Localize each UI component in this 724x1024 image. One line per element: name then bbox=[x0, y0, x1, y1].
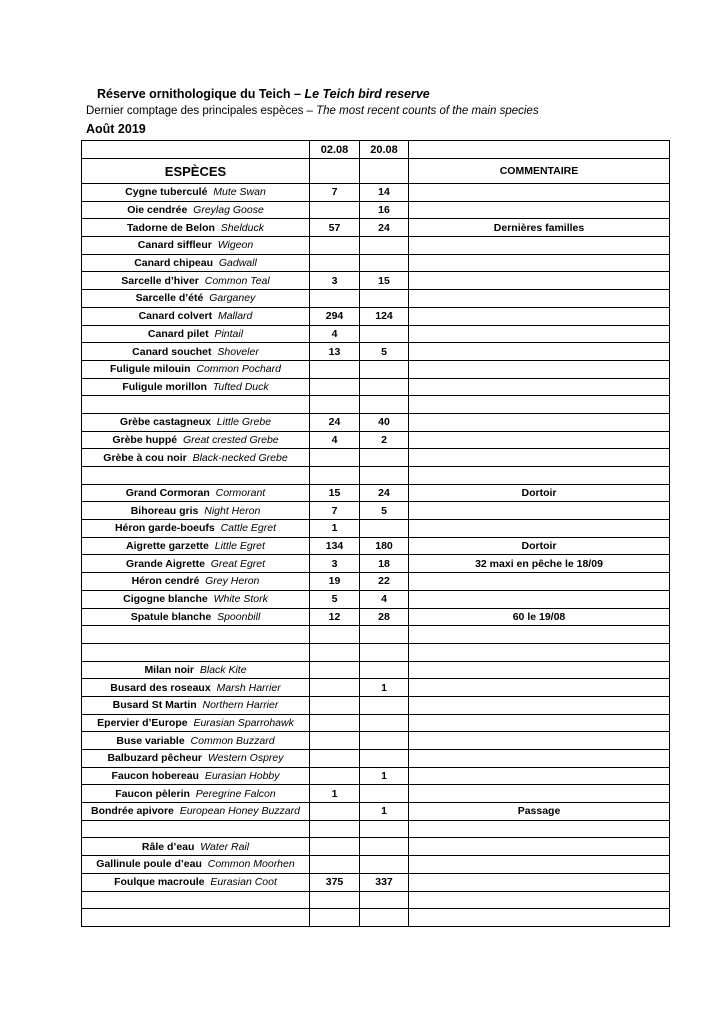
count-cell-date-2 bbox=[360, 785, 409, 803]
species-french-name: Oie cendrée bbox=[127, 204, 188, 217]
comment-cell bbox=[409, 184, 670, 202]
species-english-name: Tufted Duck bbox=[212, 380, 269, 393]
count-cell-date-2 bbox=[360, 254, 409, 272]
count-cell-date-2 bbox=[360, 696, 409, 714]
comment-cell bbox=[409, 325, 670, 343]
count-cell-date-2 bbox=[360, 714, 409, 732]
species-french-name: Fuligule milouin bbox=[110, 363, 191, 376]
species-cell bbox=[82, 679, 310, 697]
page-subtitle bbox=[86, 105, 539, 117]
species-cell bbox=[82, 272, 310, 290]
species-french-name: Cygne tuberculé bbox=[125, 186, 208, 199]
species-english-name: Cormorant bbox=[215, 487, 266, 500]
species-cell bbox=[82, 873, 310, 891]
species-english-name: Black-necked Grebe bbox=[192, 451, 288, 464]
species-english-name: Pintail bbox=[214, 327, 244, 340]
count-cell-date-1: 57 bbox=[310, 219, 360, 237]
species-french-name: Grand Cormoran bbox=[125, 487, 210, 500]
species-french-name: Epervier d’Europe bbox=[97, 716, 188, 729]
species-english-name: Garganey bbox=[209, 292, 256, 305]
subtitle-french: Dernier comptage des principales espèces – bbox=[86, 105, 317, 117]
table-body bbox=[82, 141, 670, 927]
species-cell bbox=[82, 626, 310, 644]
count-cell-date-2 bbox=[360, 378, 409, 396]
species-cell bbox=[82, 590, 310, 608]
species-cell bbox=[82, 201, 310, 219]
table-row bbox=[82, 590, 670, 608]
comment-cell bbox=[409, 237, 670, 255]
species-english-name: Night Heron bbox=[204, 504, 261, 517]
count-cell-date-2 bbox=[360, 360, 409, 378]
species-french-name: Grèbe à cou noir bbox=[103, 451, 187, 464]
species-cell bbox=[82, 856, 310, 874]
count-cell-date-2 bbox=[360, 237, 409, 255]
comment-cell bbox=[409, 396, 670, 414]
table-row bbox=[82, 909, 670, 927]
table-row bbox=[82, 785, 670, 803]
comment-cell bbox=[409, 838, 670, 856]
count-cell-date-1 bbox=[310, 714, 360, 732]
species-french-name: Canard pilet bbox=[147, 327, 209, 340]
title-french: Réserve ornithologique du Teich – bbox=[97, 87, 305, 101]
count-cell-date-1: 7 bbox=[310, 184, 360, 202]
table-row bbox=[82, 750, 670, 768]
count-cell-date-1 bbox=[310, 838, 360, 856]
comment-cell: Passage bbox=[409, 803, 670, 821]
table-row bbox=[82, 272, 670, 290]
count-cell-date-1 bbox=[310, 254, 360, 272]
count-cell-date-2 bbox=[360, 520, 409, 538]
comment-cell bbox=[409, 643, 670, 661]
count-cell-date-2: 124 bbox=[360, 307, 409, 325]
comment-cell bbox=[409, 343, 670, 361]
species-french-name: Spatule blanche bbox=[130, 610, 212, 623]
species-cell bbox=[82, 785, 310, 803]
count-cell-date-1 bbox=[310, 767, 360, 785]
comment-cell bbox=[409, 590, 670, 608]
count-cell-date-2 bbox=[360, 396, 409, 414]
comment-cell bbox=[409, 873, 670, 891]
count-cell-date-2: 4 bbox=[360, 590, 409, 608]
species-english-name: Common Pochard bbox=[196, 363, 281, 376]
species-cell bbox=[82, 396, 310, 414]
table-row bbox=[82, 714, 670, 732]
count-cell-date-2: 2 bbox=[360, 431, 409, 449]
species-english-name: Mallard bbox=[217, 310, 253, 323]
species-english-name: Western Osprey bbox=[207, 752, 284, 765]
date-header-2: 20.08 bbox=[360, 141, 409, 159]
table-row bbox=[82, 254, 670, 272]
species-english-name: Great crested Grebe bbox=[182, 433, 279, 446]
count-cell-date-1 bbox=[310, 891, 360, 909]
species-english-name: Greylag Goose bbox=[193, 204, 264, 217]
count-cell-date-1: 5 bbox=[310, 590, 360, 608]
species-french-name: Héron cendré bbox=[131, 575, 200, 588]
count-cell-date-2 bbox=[360, 732, 409, 750]
species-cell bbox=[82, 555, 310, 573]
species-english-name: Common Buzzard bbox=[190, 734, 275, 747]
header-empty-cell bbox=[409, 141, 670, 159]
species-english-name: Eurasian Coot bbox=[210, 876, 277, 889]
species-english-name: Mute Swan bbox=[213, 186, 266, 199]
species-cell bbox=[82, 696, 310, 714]
count-cell-date-2: 24 bbox=[360, 219, 409, 237]
species-cell bbox=[82, 891, 310, 909]
table-row bbox=[82, 856, 670, 874]
count-cell-date-1: 4 bbox=[310, 431, 360, 449]
table-row bbox=[82, 219, 670, 237]
table-row bbox=[82, 891, 670, 909]
species-cell bbox=[82, 767, 310, 785]
species-cell bbox=[82, 484, 310, 502]
title-english: Le Teich bird reserve bbox=[304, 87, 430, 101]
comment-cell bbox=[409, 378, 670, 396]
count-cell-date-2: 18 bbox=[360, 555, 409, 573]
comment-cell bbox=[409, 785, 670, 803]
count-cell-date-1 bbox=[310, 696, 360, 714]
page-title bbox=[97, 87, 430, 101]
comment-cell bbox=[409, 201, 670, 219]
count-cell-date-1 bbox=[310, 856, 360, 874]
comment-cell bbox=[409, 750, 670, 768]
comment-cell bbox=[409, 449, 670, 467]
count-cell-date-2: 15 bbox=[360, 272, 409, 290]
comment-cell bbox=[409, 714, 670, 732]
species-french-name: Balbuzard pêcheur bbox=[107, 752, 202, 765]
count-cell-date-1: 4 bbox=[310, 325, 360, 343]
table-row bbox=[82, 290, 670, 308]
species-cell bbox=[82, 343, 310, 361]
species-cell bbox=[82, 467, 310, 485]
count-cell-date-2 bbox=[360, 290, 409, 308]
count-cell-date-2: 14 bbox=[360, 184, 409, 202]
count-cell-date-2 bbox=[360, 909, 409, 927]
species-cell bbox=[82, 820, 310, 838]
species-cell bbox=[82, 732, 310, 750]
species-french-name: Faucon hobereau bbox=[111, 770, 199, 783]
species-cell bbox=[82, 237, 310, 255]
species-english-name: European Honey Buzzard bbox=[179, 805, 300, 818]
species-french-name: Grèbe huppé bbox=[112, 433, 178, 446]
count-cell-date-1 bbox=[310, 290, 360, 308]
species-french-name: Aigrette garzette bbox=[126, 540, 209, 553]
table-row bbox=[82, 201, 670, 219]
count-cell-date-2 bbox=[360, 449, 409, 467]
comment-cell bbox=[409, 909, 670, 927]
comment-cell bbox=[409, 626, 670, 644]
table-row bbox=[82, 820, 670, 838]
date-header-row bbox=[82, 141, 670, 159]
count-cell-date-1: 375 bbox=[310, 873, 360, 891]
count-cell-date-1: 7 bbox=[310, 502, 360, 520]
species-french-name: Tadorne de Belon bbox=[127, 221, 215, 234]
table-row bbox=[82, 643, 670, 661]
species-cell bbox=[82, 184, 310, 202]
species-french-name: Grande Aigrette bbox=[125, 557, 205, 570]
species-english-name: Common Teal bbox=[204, 274, 270, 287]
count-cell-date-1: 3 bbox=[310, 555, 360, 573]
table-row bbox=[82, 237, 670, 255]
species-french-name: Busard des roseaux bbox=[110, 681, 211, 694]
comment-cell: Dortoir bbox=[409, 537, 670, 555]
comment-cell bbox=[409, 661, 670, 679]
table-row bbox=[82, 378, 670, 396]
table-row bbox=[82, 573, 670, 591]
table-row bbox=[82, 696, 670, 714]
species-cell bbox=[82, 378, 310, 396]
species-english-name: Little Grebe bbox=[216, 416, 272, 429]
species-french-name: Sarcelle d’hiver bbox=[121, 274, 199, 287]
comment-cell bbox=[409, 502, 670, 520]
header-empty-cell bbox=[82, 141, 310, 159]
species-french-name: Canard chipeau bbox=[134, 257, 213, 270]
species-cell bbox=[82, 413, 310, 431]
count-cell-date-1 bbox=[310, 803, 360, 821]
comment-column-header: COMMENTAIRE bbox=[409, 159, 670, 184]
species-cell bbox=[82, 290, 310, 308]
table-row bbox=[82, 184, 670, 202]
comment-cell bbox=[409, 520, 670, 538]
count-cell-date-2: 16 bbox=[360, 201, 409, 219]
comment-cell bbox=[409, 272, 670, 290]
table-row bbox=[82, 661, 670, 679]
species-english-name: Shoveler bbox=[217, 345, 259, 358]
species-french-name: Gallinule poule d’eau bbox=[96, 858, 202, 871]
date-header-1: 02.08 bbox=[310, 141, 360, 159]
comment-cell bbox=[409, 856, 670, 874]
count-cell-date-1 bbox=[310, 820, 360, 838]
table-row bbox=[82, 484, 670, 502]
species-english-name: Grey Heron bbox=[205, 575, 260, 588]
count-cell-date-2: 28 bbox=[360, 608, 409, 626]
count-cell-date-2: 40 bbox=[360, 413, 409, 431]
count-cell-date-2 bbox=[360, 856, 409, 874]
species-french-name: Busard St Martin bbox=[112, 699, 197, 712]
comment-cell bbox=[409, 290, 670, 308]
count-cell-date-1 bbox=[310, 201, 360, 219]
species-english-name: Water Rail bbox=[200, 840, 250, 853]
table-row bbox=[82, 413, 670, 431]
count-cell-date-1 bbox=[310, 378, 360, 396]
subtitle-english: The most recent counts of the main species bbox=[316, 105, 539, 117]
count-cell-date-1: 294 bbox=[310, 307, 360, 325]
count-cell-date-1: 19 bbox=[310, 573, 360, 591]
count-cell-date-2 bbox=[360, 820, 409, 838]
species-cell bbox=[82, 838, 310, 856]
table-row bbox=[82, 520, 670, 538]
count-cell-date-1 bbox=[310, 643, 360, 661]
species-french-name: Canard siffleur bbox=[137, 239, 212, 252]
comment-cell: 32 maxi en pêche le 18/09 bbox=[409, 555, 670, 573]
count-cell-date-2: 5 bbox=[360, 343, 409, 361]
comment-cell bbox=[409, 696, 670, 714]
table-row bbox=[82, 449, 670, 467]
table-row bbox=[82, 537, 670, 555]
count-cell-date-1 bbox=[310, 679, 360, 697]
species-english-name: Marsh Harrier bbox=[216, 681, 281, 694]
species-cell bbox=[82, 803, 310, 821]
species-french-name: Canard souchet bbox=[132, 345, 212, 358]
comment-cell bbox=[409, 431, 670, 449]
species-french-name: Canard colvert bbox=[138, 310, 213, 323]
species-cell bbox=[82, 360, 310, 378]
count-cell-date-1: 134 bbox=[310, 537, 360, 555]
species-english-name: Black Kite bbox=[199, 663, 247, 676]
count-cell-date-2 bbox=[360, 661, 409, 679]
table-row bbox=[82, 431, 670, 449]
table-row bbox=[82, 873, 670, 891]
count-cell-date-2: 1 bbox=[360, 679, 409, 697]
comment-cell bbox=[409, 679, 670, 697]
species-cell bbox=[82, 520, 310, 538]
count-cell-date-2: 337 bbox=[360, 873, 409, 891]
species-cell bbox=[82, 714, 310, 732]
count-cell-date-1 bbox=[310, 661, 360, 679]
species-cell bbox=[82, 750, 310, 768]
header-empty-cell bbox=[360, 159, 409, 184]
count-cell-date-2 bbox=[360, 750, 409, 768]
count-cell-date-2 bbox=[360, 467, 409, 485]
count-cell-date-1 bbox=[310, 467, 360, 485]
count-cell-date-2 bbox=[360, 643, 409, 661]
count-cell-date-2 bbox=[360, 626, 409, 644]
species-english-name: Wigeon bbox=[217, 239, 254, 252]
species-french-name: Héron garde-boeufs bbox=[114, 522, 215, 535]
count-cell-date-1 bbox=[310, 396, 360, 414]
comment-cell bbox=[409, 254, 670, 272]
table-row bbox=[82, 626, 670, 644]
table-row bbox=[82, 325, 670, 343]
comment-cell bbox=[409, 360, 670, 378]
species-french-name: Bihoreau gris bbox=[130, 504, 199, 517]
species-cell bbox=[82, 608, 310, 626]
species-french-name: Sarcelle d’été bbox=[135, 292, 204, 305]
species-english-name: Northern Harrier bbox=[202, 699, 279, 712]
count-cell-date-2 bbox=[360, 838, 409, 856]
species-cell bbox=[82, 643, 310, 661]
species-english-name: Gadwall bbox=[218, 257, 257, 270]
count-cell-date-1: 1 bbox=[310, 785, 360, 803]
table-row bbox=[82, 502, 670, 520]
species-french-name: Bondrée apivore bbox=[91, 805, 174, 818]
species-english-name: Cattle Egret bbox=[220, 522, 277, 535]
species-french-name: Foulque macroule bbox=[114, 876, 205, 889]
count-cell-date-1: 24 bbox=[310, 413, 360, 431]
species-french-name: Fuligule morillon bbox=[122, 380, 207, 393]
species-cell bbox=[82, 219, 310, 237]
comment-cell: Dernières familles bbox=[409, 219, 670, 237]
column-header-row bbox=[82, 159, 670, 184]
species-english-name: Eurasian Sparrohawk bbox=[193, 716, 294, 729]
species-english-name: White Stork bbox=[213, 593, 268, 606]
table-row bbox=[82, 307, 670, 325]
table-row bbox=[82, 360, 670, 378]
table-row bbox=[82, 679, 670, 697]
species-english-name: Peregrine Falcon bbox=[195, 787, 276, 800]
species-french-name: Buse variable bbox=[116, 734, 185, 747]
species-cell bbox=[82, 431, 310, 449]
comment-cell bbox=[409, 467, 670, 485]
table-row bbox=[82, 467, 670, 485]
header-empty-cell bbox=[310, 159, 360, 184]
species-cell bbox=[82, 502, 310, 520]
count-cell-date-2 bbox=[360, 891, 409, 909]
comment-cell bbox=[409, 732, 670, 750]
comment-cell bbox=[409, 891, 670, 909]
count-cell-date-1: 13 bbox=[310, 343, 360, 361]
count-cell-date-1 bbox=[310, 360, 360, 378]
count-cell-date-1 bbox=[310, 449, 360, 467]
table-row bbox=[82, 396, 670, 414]
month-label: Août 2019 bbox=[86, 122, 146, 136]
species-english-name: Great Egret bbox=[210, 557, 266, 570]
bird-count-table bbox=[81, 140, 670, 927]
comment-cell bbox=[409, 413, 670, 431]
count-cell-date-2: 1 bbox=[360, 803, 409, 821]
species-english-name: Spoonbill bbox=[217, 610, 261, 623]
species-cell bbox=[82, 307, 310, 325]
species-english-name: Shelduck bbox=[220, 221, 264, 234]
species-column-header: ESPÈCES bbox=[82, 159, 310, 184]
species-cell bbox=[82, 449, 310, 467]
table-row bbox=[82, 608, 670, 626]
count-cell-date-1 bbox=[310, 750, 360, 768]
count-cell-date-2: 180 bbox=[360, 537, 409, 555]
table-row bbox=[82, 767, 670, 785]
comment-cell bbox=[409, 820, 670, 838]
count-cell-date-1 bbox=[310, 732, 360, 750]
count-cell-date-2: 24 bbox=[360, 484, 409, 502]
species-cell bbox=[82, 661, 310, 679]
table-row bbox=[82, 732, 670, 750]
table-row bbox=[82, 555, 670, 573]
count-cell-date-1 bbox=[310, 237, 360, 255]
species-cell bbox=[82, 909, 310, 927]
comment-cell: Dortoir bbox=[409, 484, 670, 502]
species-cell bbox=[82, 325, 310, 343]
species-french-name: Cigogne blanche bbox=[123, 593, 208, 606]
comment-cell bbox=[409, 767, 670, 785]
species-english-name: Eurasian Hobby bbox=[204, 770, 280, 783]
species-english-name: Common Moorhen bbox=[207, 858, 295, 871]
table-row bbox=[82, 343, 670, 361]
species-cell bbox=[82, 573, 310, 591]
count-cell-date-2: 1 bbox=[360, 767, 409, 785]
count-cell-date-1: 3 bbox=[310, 272, 360, 290]
table-row bbox=[82, 803, 670, 821]
species-french-name: Faucon pèlerin bbox=[115, 787, 190, 800]
count-cell-date-1 bbox=[310, 909, 360, 927]
count-cell-date-2: 22 bbox=[360, 573, 409, 591]
count-cell-date-1: 12 bbox=[310, 608, 360, 626]
species-cell bbox=[82, 254, 310, 272]
count-cell-date-1 bbox=[310, 626, 360, 644]
count-cell-date-2 bbox=[360, 325, 409, 343]
table-row bbox=[82, 838, 670, 856]
comment-cell: 60 le 19/08 bbox=[409, 608, 670, 626]
count-cell-date-1: 1 bbox=[310, 520, 360, 538]
species-french-name: Grèbe castagneux bbox=[119, 416, 211, 429]
count-cell-date-1: 15 bbox=[310, 484, 360, 502]
species-english-name: Little Egret bbox=[214, 540, 265, 553]
species-french-name: Milan noir bbox=[144, 663, 195, 676]
comment-cell bbox=[409, 573, 670, 591]
count-cell-date-2: 5 bbox=[360, 502, 409, 520]
species-french-name: Râle d’eau bbox=[141, 840, 195, 853]
species-cell bbox=[82, 537, 310, 555]
comment-cell bbox=[409, 307, 670, 325]
